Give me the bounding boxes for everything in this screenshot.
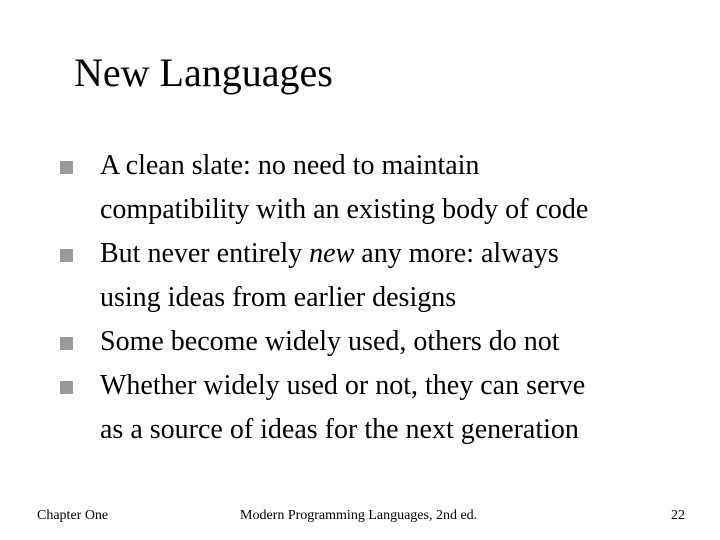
bullet-item bbox=[58, 144, 698, 232]
footer-chapter: Chapter One bbox=[37, 508, 109, 523]
bullet-text-line: A clean slate: no need to maintain bbox=[100, 150, 480, 181]
bullet-list bbox=[58, 144, 698, 452]
square-bullet-icon bbox=[60, 337, 73, 350]
square-bullet-icon bbox=[60, 381, 73, 394]
bullet-item bbox=[58, 320, 698, 364]
bullet-text-line: Whether widely used or not, they can serve bbox=[100, 370, 586, 401]
footer-page-number: 22 bbox=[671, 508, 685, 523]
slide-title: New Languages bbox=[74, 50, 333, 95]
bullet-item bbox=[58, 232, 698, 320]
bullet-item bbox=[58, 364, 698, 452]
bullet-text-line: as a source of ideas for the next generation bbox=[100, 414, 579, 445]
square-bullet-icon bbox=[60, 161, 73, 174]
footer-book-title: Modern Programming Languages, 2nd ed. bbox=[240, 508, 478, 523]
bullet-emphasis: new bbox=[309, 238, 355, 269]
bullet-text-line: compatibility with an existing body of code bbox=[100, 194, 589, 225]
bullet-text-line: Some become widely used, others do not bbox=[100, 326, 560, 357]
bullet-text: any more: always bbox=[354, 238, 559, 269]
square-bullet-icon bbox=[60, 249, 73, 262]
bullet-text-line: using ideas from earlier designs bbox=[100, 282, 457, 313]
bullet-text: But never entirely bbox=[100, 238, 310, 269]
